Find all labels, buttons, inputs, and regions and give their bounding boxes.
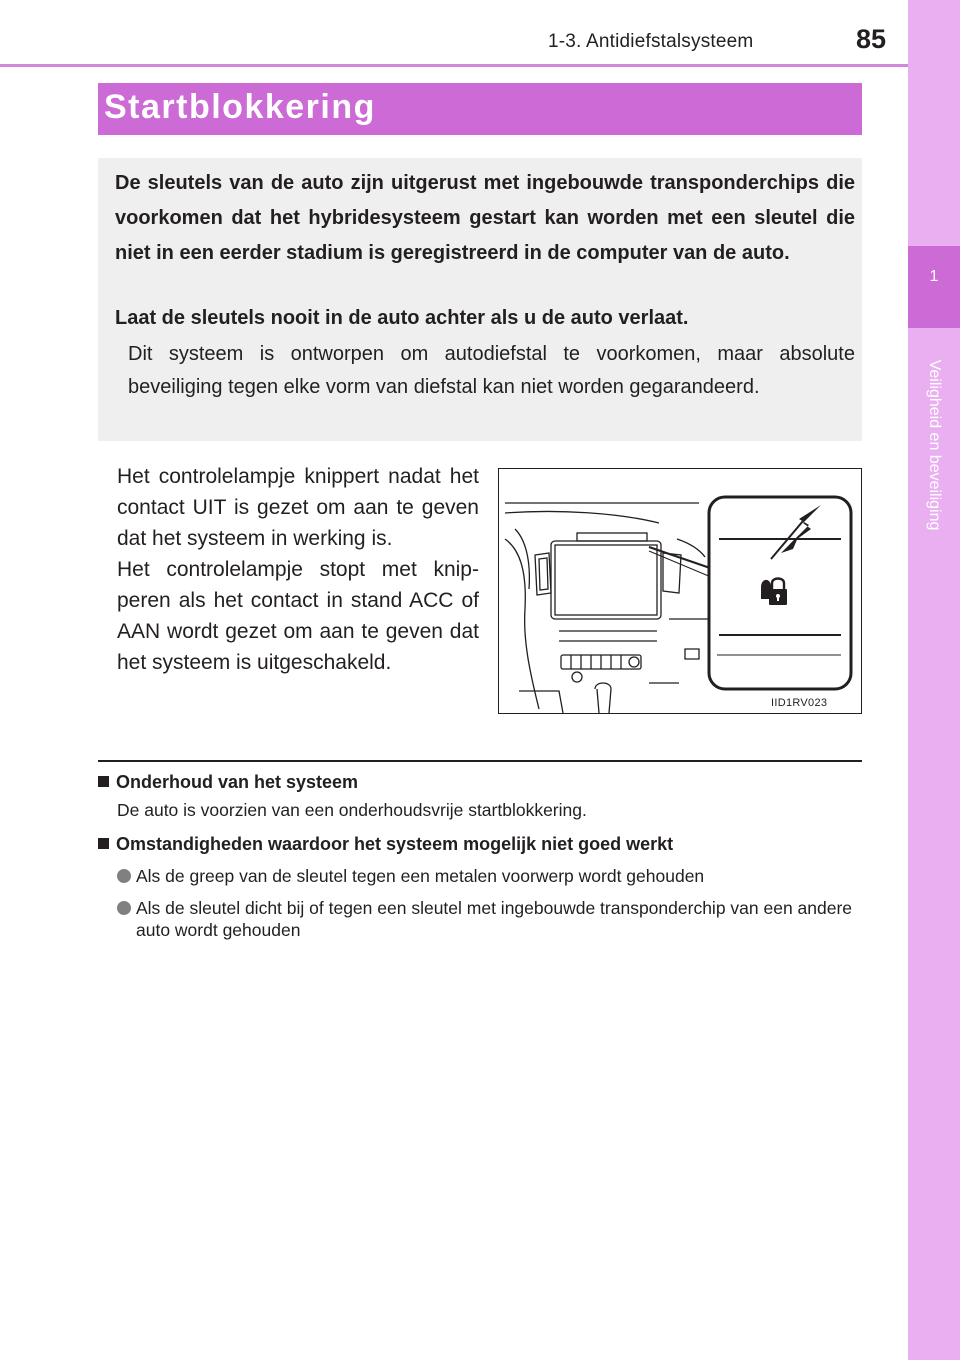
circle-bullet-icon (117, 901, 131, 915)
list-item-text: Als de sleutel dicht bij of tegen een sleutel met ingebouwde transponderchip van een andere auto wordt gehouden (136, 898, 853, 940)
figure-code: IID1RV023 (771, 697, 828, 709)
dashboard-illustration (499, 469, 861, 713)
page-number: 85 (856, 24, 887, 54)
chapter-title: Veiligheid en beveiliging (926, 359, 943, 531)
dashboard-figure (498, 468, 862, 714)
section-heading-text: Omstandigheden waardoor het systeem mogelijk niet goed werkt (116, 834, 674, 854)
section-heading-maintenance (98, 772, 358, 793)
chapter-tab-marker (908, 246, 960, 328)
square-bullet-icon (98, 838, 109, 849)
section-text-maintenance: De auto is voorzien van een onderhoudsvrije startblokkering. (117, 800, 587, 820)
header-section-title: 1-3. Antidiefstalsysteem (548, 31, 754, 52)
intro-note: Dit systeem is ontworpen om autodiefstal te voorkomen, maar absolute beveiliging tegen elke vorm van diefstal kan niet worden gegarandeerd. (128, 343, 855, 398)
header-rule (0, 64, 908, 67)
intro-paragraph-2: Laat de sleutels nooit in de auto achter als u de auto verlaat. (115, 307, 689, 329)
body-paragraph-2: Het controlelampje stopt met knipperen als het contact in stand ACC of AAN wordt gezet om aan te geven dat het systeem is uitgeschakeld. (117, 558, 479, 674)
intro-paragraph-1: De sleutels van de auto zijn uitgerust met ingebouwde transponderchips die voorkomen dat het hybridesysteem gestart kan worden met een sleutel die niet in een eerder stadium is geregistreerd in de computer van de auto. (115, 172, 855, 264)
circle-bullet-icon (117, 869, 131, 883)
chapter-side-tab (908, 0, 960, 1360)
section-heading-conditions (98, 834, 673, 855)
page-title: Startblokkering (104, 88, 376, 126)
square-bullet-icon (98, 776, 109, 787)
list-item-text: Als de greep van de sleutel tegen een metalen voorwerp wordt gehouden (136, 866, 705, 886)
section-divider (98, 760, 862, 762)
body-text (117, 461, 479, 678)
section-heading-text: Onderhoud van het systeem (116, 772, 359, 792)
chapter-number: 1 (929, 268, 939, 285)
body-paragraph-1: Het controlelampje knippert nadat het contact UIT is gezet om aan te geven dat het systeem in werking is. (117, 465, 479, 550)
